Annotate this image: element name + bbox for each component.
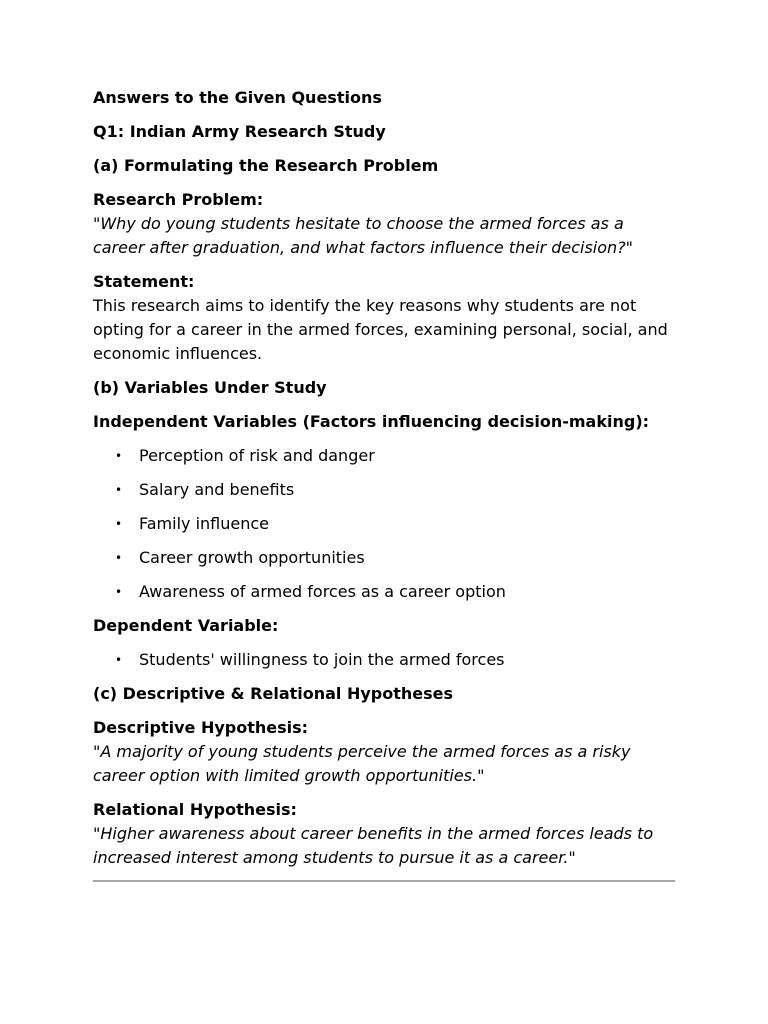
relational-hypothesis-block xyxy=(93,798,676,870)
section-a-heading: (a) Formulating the Research Problem xyxy=(93,156,439,175)
bullet-icon: • xyxy=(115,483,123,497)
research-problem-text: "Why do young students hesitate to choose the armed forces as a career after graduation, and what factors influence their decision?" xyxy=(93,214,634,257)
relational-hypothesis-label: Relational Hypothesis: xyxy=(93,800,297,819)
horizontal-divider xyxy=(93,880,675,882)
list-item xyxy=(93,512,676,536)
bullet-icon: • xyxy=(115,585,123,599)
bullet-icon: • xyxy=(115,517,123,531)
list-item-text: Awareness of armed forces as a career option xyxy=(139,582,506,601)
document-page xyxy=(93,86,676,882)
list-item-text: Salary and benefits xyxy=(139,480,295,499)
descriptive-hypothesis-text: "A majority of young students perceive the armed forces as a risky career option with limited growth opportunities." xyxy=(93,742,631,785)
list-item xyxy=(93,546,676,570)
list-item xyxy=(93,444,676,468)
relational-hypothesis-text: "Higher awareness about career benefits in the armed forces leads to increased interest among students to pursue it as a career." xyxy=(93,824,654,867)
statement-text: This research aims to identify the key reasons why students are not opting for a career in the armed forces, examining personal, social, and economic influences. xyxy=(93,296,668,363)
independent-variables-label: Independent Variables (Factors influencing decision-making): xyxy=(93,412,650,431)
document-title: Answers to the Given Questions xyxy=(93,88,382,107)
descriptive-hypothesis-label: Descriptive Hypothesis: xyxy=(93,718,309,737)
question-title: Q1: Indian Army Research Study xyxy=(93,122,386,141)
bullet-icon: • xyxy=(115,551,123,565)
statement-block xyxy=(93,270,676,366)
list-item xyxy=(93,648,676,672)
dependent-variable-label: Dependent Variable: xyxy=(93,616,279,635)
list-item-text: Students' willingness to join the armed forces xyxy=(139,650,505,669)
list-item-text: Family influence xyxy=(139,514,269,533)
descriptive-hypothesis-block xyxy=(93,716,676,788)
bullet-icon: • xyxy=(115,653,123,667)
statement-label: Statement: xyxy=(93,272,195,291)
list-item-text: Perception of risk and danger xyxy=(139,446,375,465)
section-c-heading: (c) Descriptive & Relational Hypotheses xyxy=(93,684,454,703)
dependent-variables-list xyxy=(93,648,676,672)
research-problem-block xyxy=(93,188,676,260)
independent-variables-list xyxy=(93,444,676,604)
list-item-text: Career growth opportunities xyxy=(139,548,365,567)
bullet-icon: • xyxy=(115,449,123,463)
section-b-heading: (b) Variables Under Study xyxy=(93,378,327,397)
list-item xyxy=(93,580,676,604)
research-problem-label: Research Problem: xyxy=(93,190,264,209)
list-item xyxy=(93,478,676,502)
